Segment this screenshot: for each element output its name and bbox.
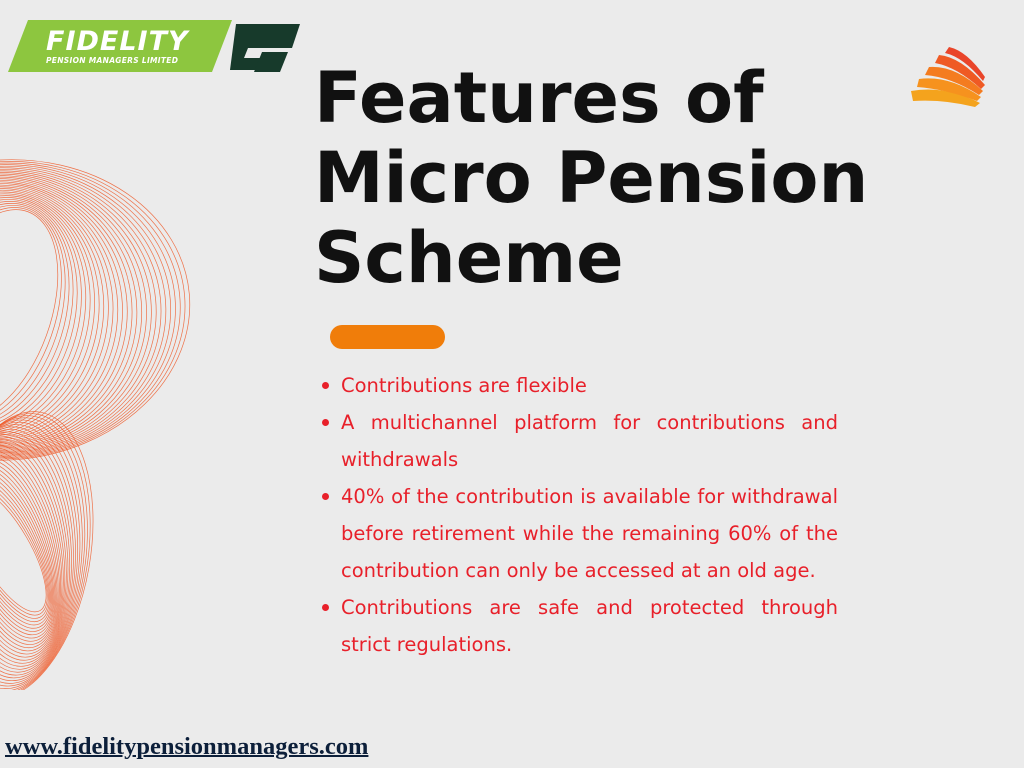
orange-wing-icon [905, 45, 985, 109]
list-item: Contributions are flexible [320, 367, 838, 404]
logo-tagline: PENSION MANAGERS LIMITED [46, 56, 179, 65]
accent-divider-bar [330, 325, 445, 349]
list-item: Contributions are safe and protected through strict regulations. [320, 589, 838, 663]
company-logo [0, 18, 310, 78]
list-item: 40% of the contribution is available for withdrawal before retirement while the remaining 60% of the contribution can only be accessed at an old age. [320, 478, 838, 589]
page-title: Features of Micro Pension Scheme [314, 57, 869, 299]
website-link[interactable]: www.fidelitypensionmanagers.com [5, 733, 369, 760]
list-item: A multichannel platform for contributions and withdrawals [320, 404, 838, 478]
logo-name: FIDELITY [46, 26, 189, 57]
decorative-swirl [0, 130, 200, 690]
features-list [320, 367, 838, 663]
